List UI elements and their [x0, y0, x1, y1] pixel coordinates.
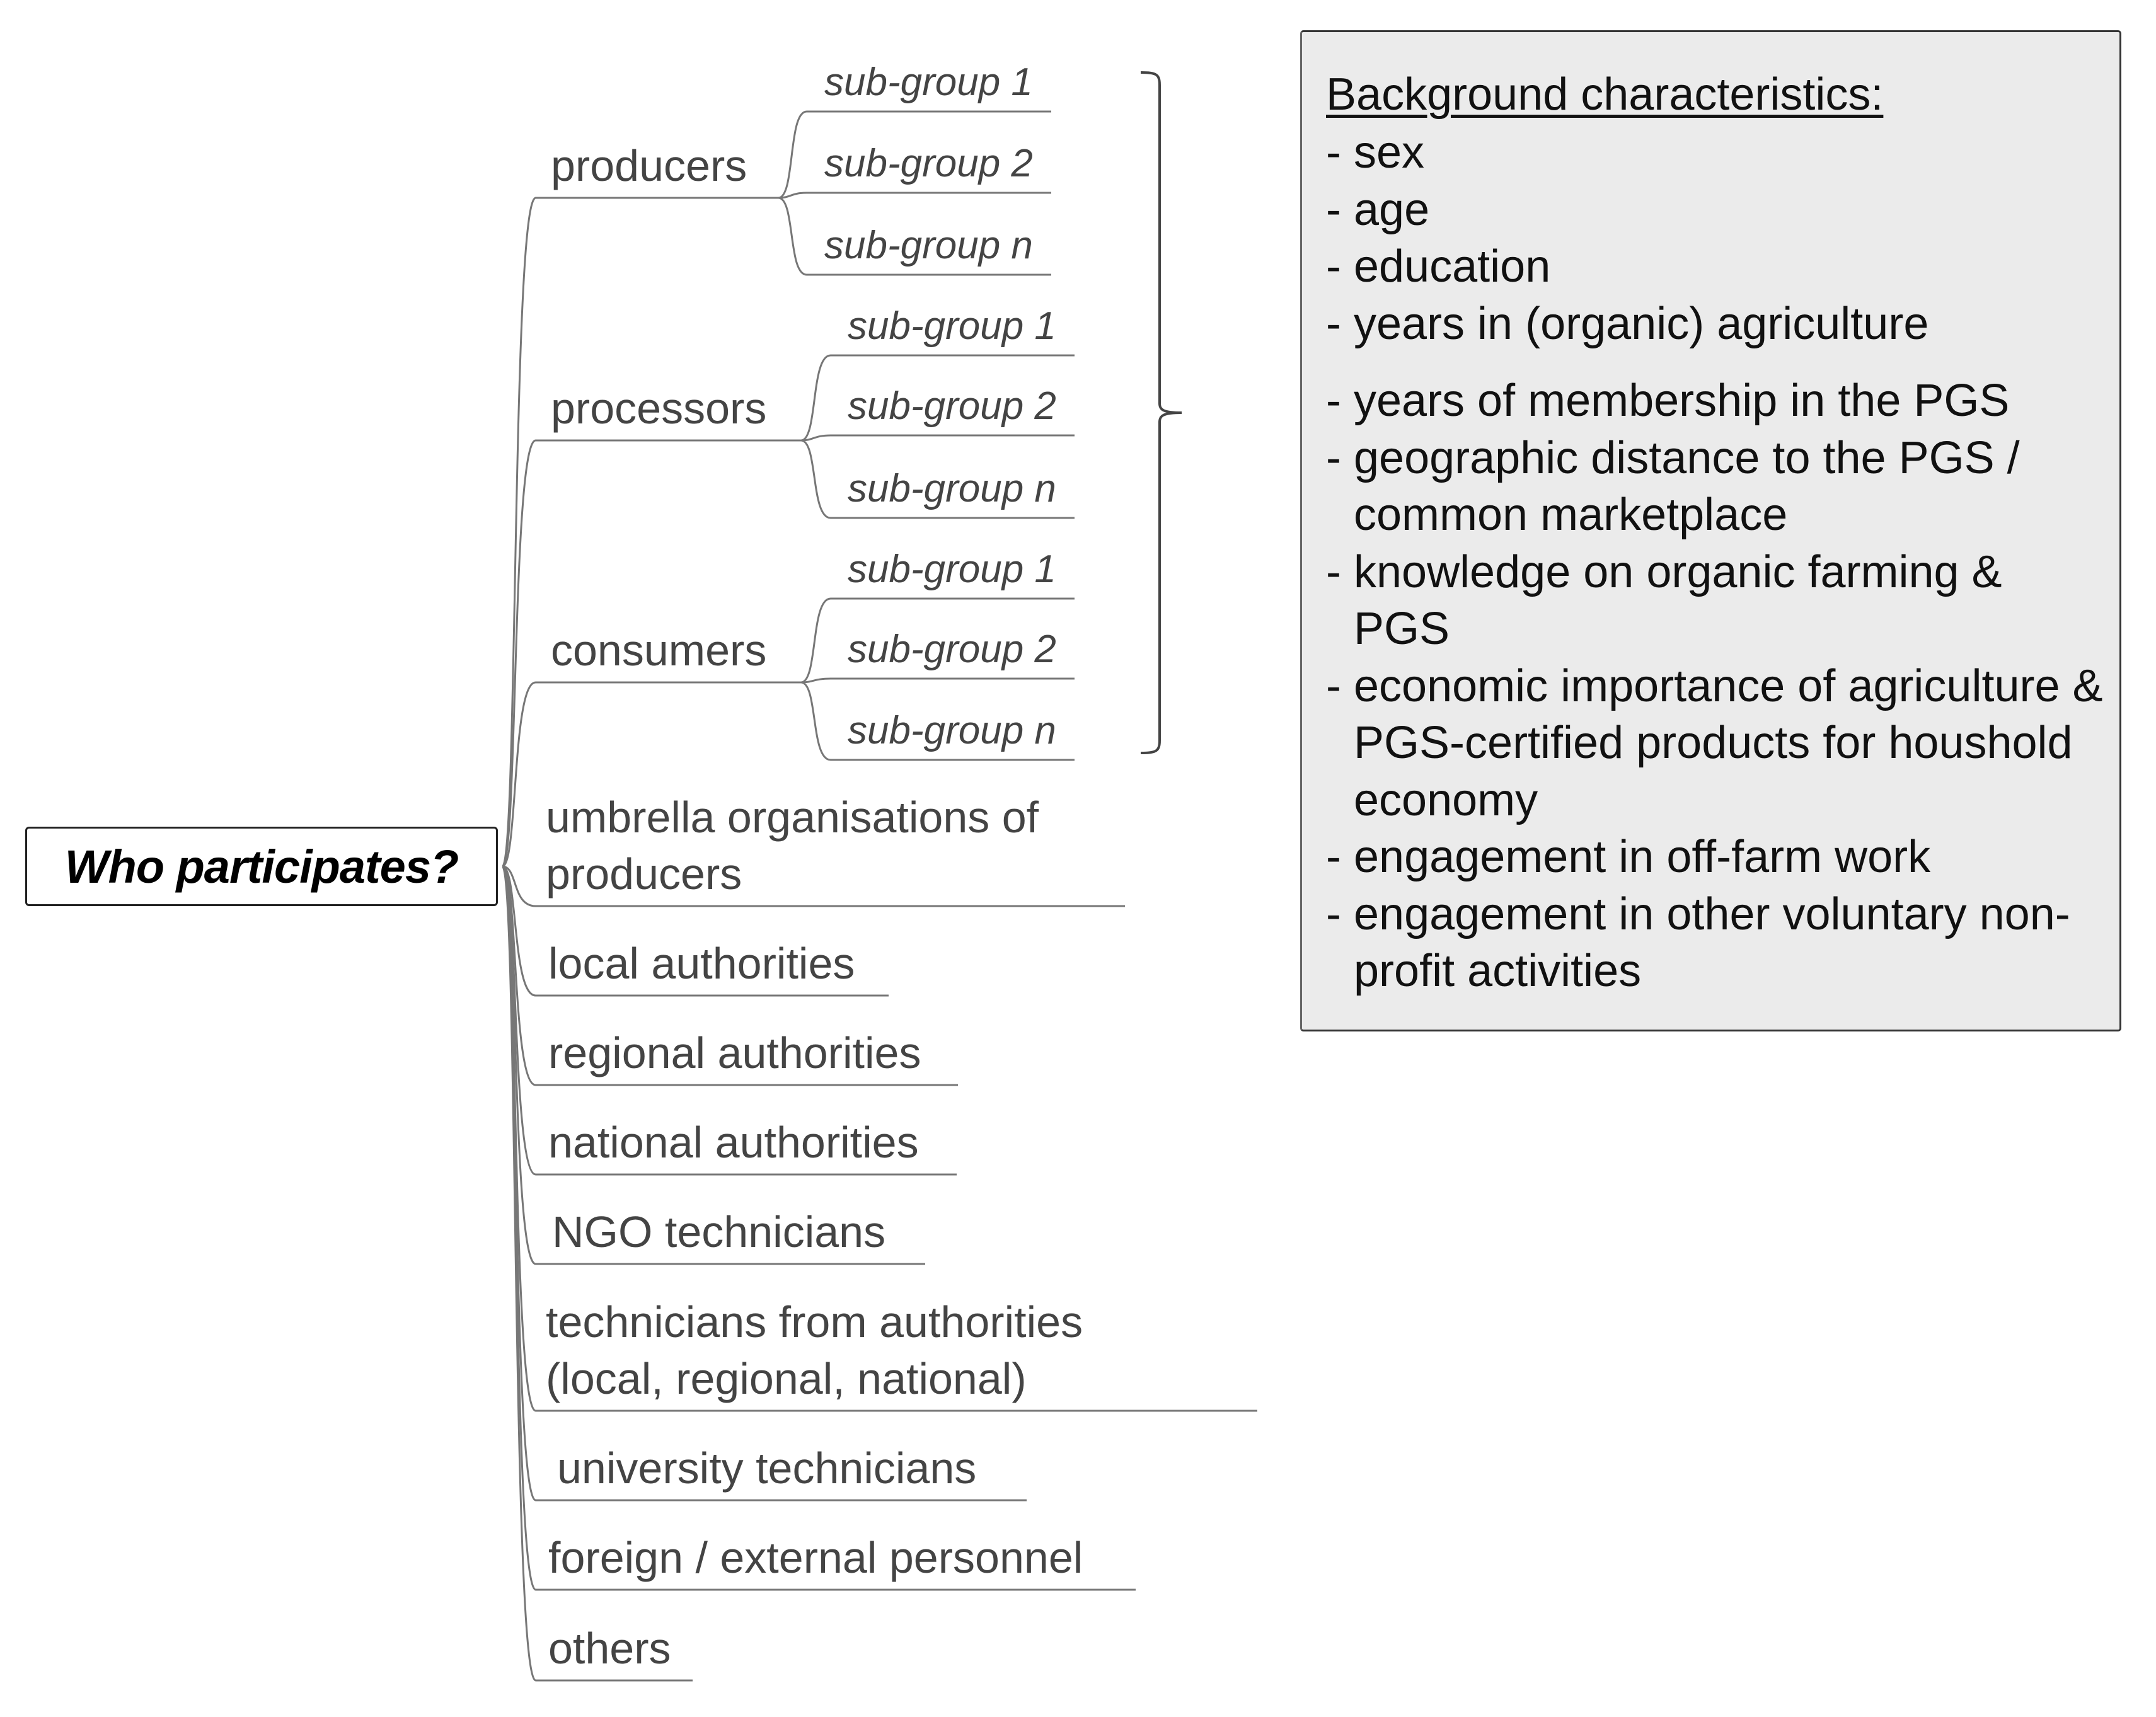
- participant-ngo-technicians: NGO technicians: [552, 1207, 886, 1256]
- curly-bracket: [1141, 72, 1182, 753]
- processors-subgroup-2: sub-group 2: [848, 384, 1056, 428]
- characteristic-item: - sex: [1326, 127, 1425, 178]
- participant-umbrella-organisations: [546, 789, 1039, 902]
- processors-subgroup-1: sub-group 1: [848, 304, 1056, 348]
- characteristic-item: - education: [1326, 241, 1551, 292]
- participant-university-technicians: university technicians: [557, 1444, 977, 1493]
- producers-subgroup-1: sub-group 1: [824, 60, 1033, 104]
- consumers-subgroup-1: sub-group 1: [848, 548, 1056, 591]
- participant-label-line1: umbrella organisations of: [546, 793, 1039, 842]
- participant-label-line1: technicians from authorities: [546, 1297, 1083, 1347]
- root-label: Who participates?: [64, 840, 459, 893]
- participant-technicians-from-authorities: [546, 1294, 1083, 1407]
- producers-subgroup-2: sub-group 2: [824, 142, 1033, 185]
- participant-local-authorities: local authorities: [548, 939, 855, 988]
- characteristic-item: - years in (organic) agriculture: [1326, 298, 1929, 349]
- participant-label-line2: (local, regional, national): [546, 1354, 1027, 1403]
- background-characteristics-box: [1300, 30, 2121, 1031]
- participant-others: others: [548, 1624, 671, 1673]
- background-characteristics-list: [1326, 124, 2110, 1000]
- participant-foreign-external-personnel: foreign / external personnel: [548, 1533, 1083, 1582]
- consumers-subgroup-2: sub-group 2: [848, 628, 1056, 671]
- producers-subgroup-n: sub-group n: [824, 224, 1033, 267]
- characteristic-item: - engagement in off-farm work: [1326, 832, 1931, 882]
- background-characteristics-title: Background characteristics:: [1326, 69, 1884, 120]
- participant-national-authorities: national authorities: [548, 1118, 919, 1167]
- characteristic-item: - years of membership in the PGS: [1326, 376, 2010, 426]
- processors-subgroup-n: sub-group n: [848, 467, 1056, 510]
- participant-label-line2: producers: [546, 849, 742, 899]
- participant-regional-authorities: regional authorities: [548, 1028, 921, 1077]
- characteristic-item: - engagement in other voluntary non-profit activities: [1326, 888, 2070, 996]
- group-processors: processors: [551, 384, 767, 433]
- characteristic-item: - knowledge on organic farming & PGS: [1326, 546, 2002, 654]
- characteristic-item: - economic importance of agriculture & PGS-certified products for houshold economy: [1326, 660, 2103, 825]
- group-producers: producers: [551, 141, 747, 190]
- group-consumers: consumers: [551, 626, 767, 675]
- consumers-subgroup-n: sub-group n: [848, 709, 1056, 752]
- root-node: [25, 827, 498, 906]
- characteristic-item: - age: [1326, 184, 1430, 235]
- characteristic-item: - geographic distance to the PGS / common marketplace: [1326, 432, 2020, 540]
